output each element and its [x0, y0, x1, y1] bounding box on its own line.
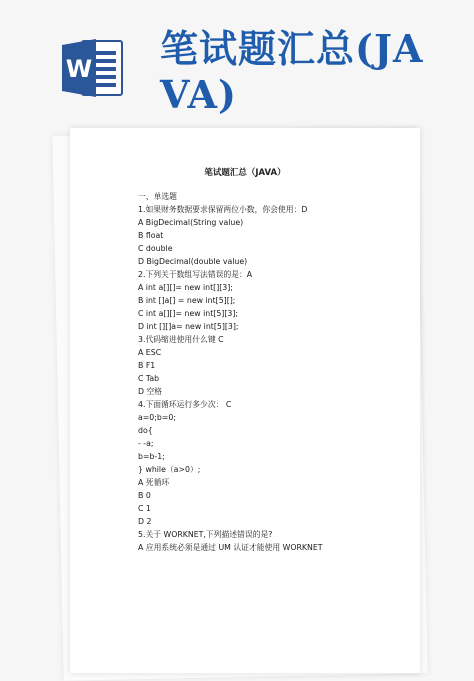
question-2: 2.下列关于数组写法错误的是：A	[138, 270, 253, 279]
option-line: D 2	[138, 517, 152, 526]
code-line: } while（a>0）;	[138, 465, 201, 474]
document-page	[70, 128, 420, 673]
option-line: C int a[][]= new int[5][3];	[138, 309, 238, 318]
option-line: A BigDecimal(String value)	[138, 218, 244, 227]
word-icon	[60, 35, 126, 101]
code-line: a=0;b=0;	[138, 413, 176, 422]
option-line: A ESC	[138, 348, 162, 357]
page-title-line-1: 笔试题汇总(JA	[160, 26, 424, 71]
page-title	[160, 26, 450, 118]
option-line: D BigDecimal(double value)	[138, 257, 248, 266]
code-line: b=b-1;	[138, 452, 165, 461]
page-title-line-2: VA)	[160, 72, 237, 117]
option-line: B F1	[138, 361, 156, 370]
option-line: A 应用系统必须是通过 UM 认证才能使用 WORKNET	[138, 543, 323, 552]
question-3: 3.代码缩进使用什么键 C	[138, 335, 224, 344]
document-body	[138, 190, 408, 554]
section-heading: 一、单选题	[138, 192, 177, 201]
code-line: do{	[138, 426, 153, 435]
question-1: 1.如果财务数据要求保留两位小数，你会使用：D	[138, 205, 308, 214]
svg-text:W: W	[65, 55, 93, 83]
question-4: 4.下面循环运行多少次： C	[138, 400, 232, 409]
option-line: A int a[][]= new int[][3];	[138, 283, 233, 292]
option-line: D 空格	[138, 387, 163, 396]
option-line: B float	[138, 231, 164, 240]
document-title: 笔试题汇总（JAVA）	[204, 168, 286, 178]
option-line: A 死循环	[138, 478, 170, 487]
option-line: C 1	[138, 504, 151, 513]
option-line: B int []a[] = new int[5][];	[138, 296, 236, 305]
code-line: - -a;	[138, 439, 154, 448]
option-line: C double	[138, 244, 173, 253]
question-5: 5.关于 WORKNET,下列描述错误的是?	[138, 530, 273, 539]
option-line: B 0	[138, 491, 151, 500]
option-line: D int [][]a= new int[5][3];	[138, 322, 239, 331]
option-line: C Tab	[138, 374, 160, 383]
